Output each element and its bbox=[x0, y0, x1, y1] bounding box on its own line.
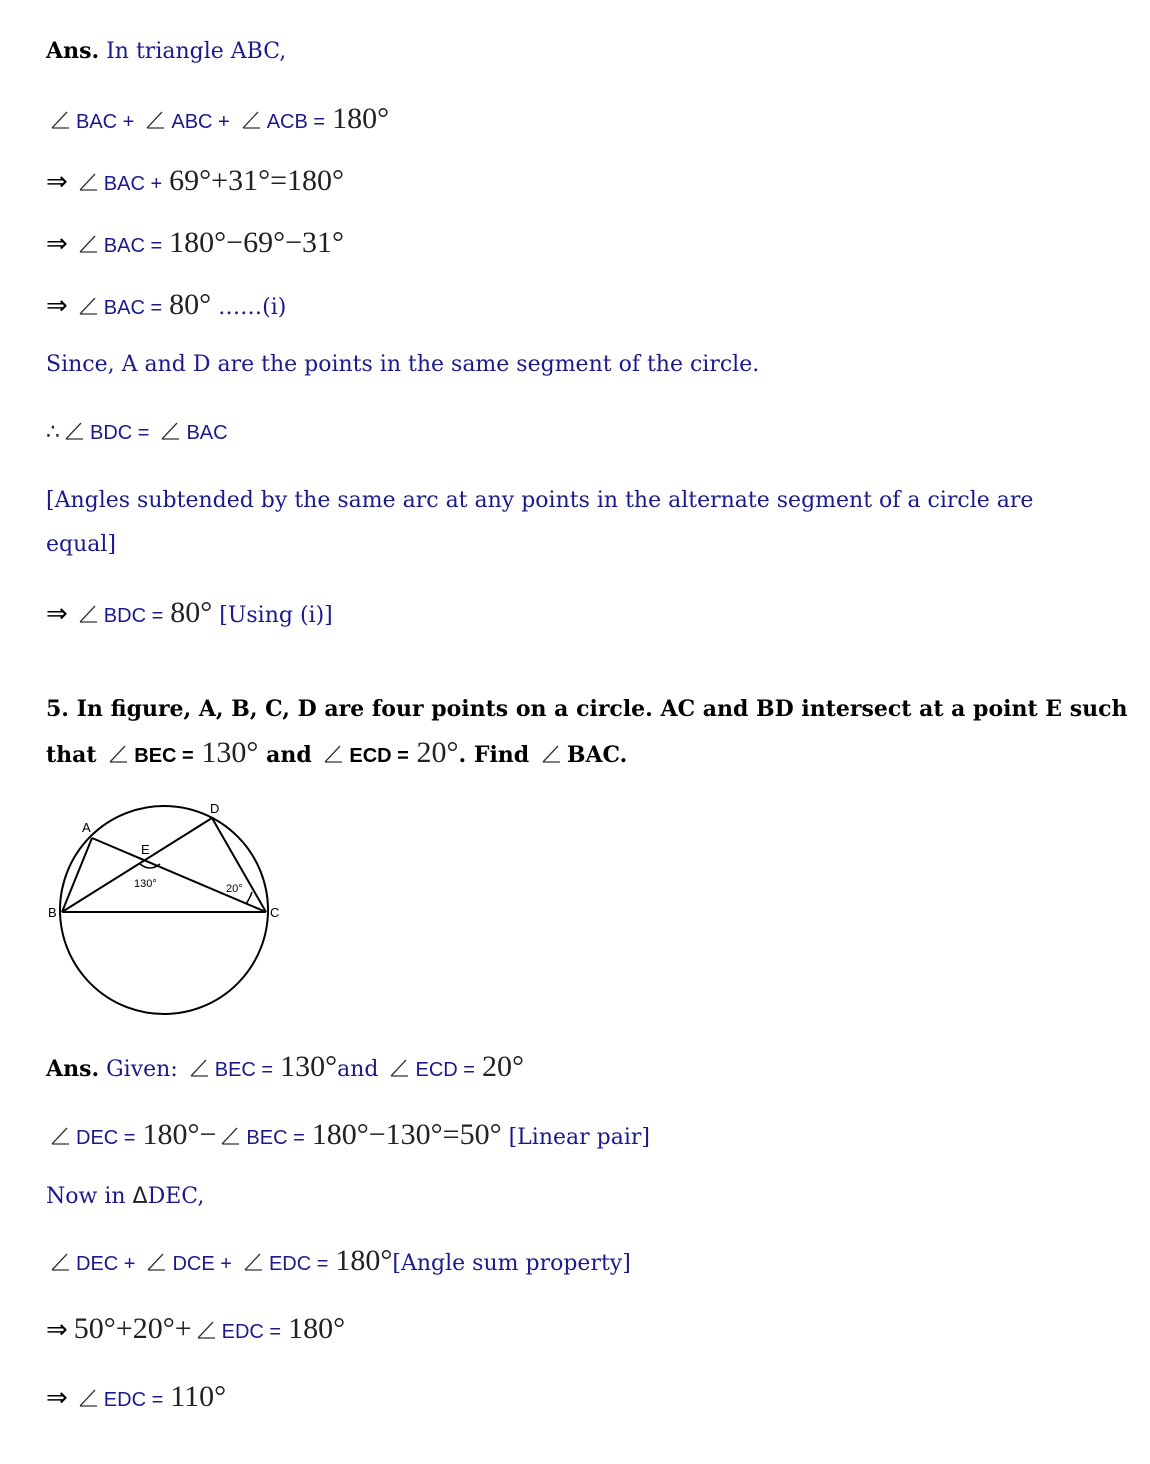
eq-math: 130° bbox=[201, 736, 259, 769]
question-text: that bbox=[46, 742, 97, 768]
reason-text: [Angles subtended by the same arc at any points in the alternate segment of a circle are bbox=[46, 488, 1034, 513]
label-c: C bbox=[270, 905, 280, 920]
equation-line bbox=[46, 1382, 226, 1415]
eq-term: ECD = bbox=[349, 745, 409, 767]
eq-tail: [Using (i)] bbox=[219, 603, 333, 628]
angle-icon bbox=[78, 296, 98, 316]
implies-icon: ⇒ bbox=[46, 1315, 68, 1345]
implies-icon: ⇒ bbox=[46, 229, 68, 259]
angle-icon bbox=[160, 421, 180, 441]
eq-term: BAC bbox=[186, 422, 228, 444]
eq-term: DEC = bbox=[76, 1127, 136, 1149]
equation-line bbox=[46, 1246, 631, 1279]
statement-text: DEC, bbox=[147, 1184, 205, 1209]
eq-math: 180°−130°=50° bbox=[311, 1118, 502, 1151]
angle-icon bbox=[389, 1058, 409, 1078]
given-label: Given: bbox=[106, 1057, 178, 1082]
angle-icon bbox=[78, 604, 98, 624]
eq-math: 80° bbox=[170, 596, 213, 629]
implies-icon: ⇒ bbox=[46, 291, 68, 321]
angle-icon bbox=[50, 1252, 70, 1272]
equation-line bbox=[46, 598, 333, 631]
equation-line bbox=[46, 1120, 650, 1153]
label-angle-130: 130° bbox=[134, 878, 157, 890]
circle bbox=[60, 806, 268, 1014]
eq-math: 180°−69°−31° bbox=[169, 226, 344, 259]
angle-icon bbox=[323, 744, 343, 764]
implies-icon: ⇒ bbox=[46, 1383, 68, 1413]
angle-icon bbox=[50, 1126, 70, 1146]
angle-icon bbox=[78, 172, 98, 192]
eq-term: and bbox=[337, 1057, 379, 1082]
angle-icon bbox=[220, 1126, 240, 1146]
eq-math: 20° bbox=[416, 736, 459, 769]
angle-arc-ecd bbox=[246, 892, 252, 904]
eq-math: 180°− bbox=[142, 1118, 217, 1151]
angle-icon bbox=[541, 744, 561, 764]
eq-term: BAC = bbox=[103, 235, 163, 257]
eq-term: BEC = bbox=[246, 1127, 305, 1149]
label-angle-20: 20° bbox=[226, 883, 243, 895]
implies-icon: ⇒ bbox=[46, 599, 68, 629]
eq-term: BEC = bbox=[134, 745, 194, 767]
label-e: E bbox=[141, 842, 150, 857]
angle-icon bbox=[243, 1252, 263, 1272]
eq-term: BAC + bbox=[76, 111, 135, 133]
eq-math: 180° bbox=[332, 102, 390, 135]
equation-line bbox=[46, 228, 344, 261]
eq-term: BEC = bbox=[214, 1059, 274, 1081]
eq-math: 180° bbox=[335, 1244, 393, 1277]
angle-icon bbox=[196, 1320, 216, 1340]
eq-term: DCE + bbox=[172, 1253, 232, 1275]
eq-math: 69°+31°=180° bbox=[169, 164, 344, 197]
statement: Since, A and D are the points in the same segment of the circle. bbox=[46, 352, 760, 377]
question-line bbox=[46, 738, 627, 771]
question-text: and bbox=[266, 742, 312, 768]
equation-line bbox=[46, 418, 228, 448]
eq-math: 110° bbox=[170, 1380, 227, 1413]
statement-text: Now in bbox=[46, 1184, 126, 1209]
angle-icon bbox=[78, 234, 98, 254]
chord-ac bbox=[92, 838, 266, 912]
circle-figure bbox=[40, 796, 290, 1026]
eq-tail: ……(i) bbox=[218, 295, 287, 320]
angle-icon bbox=[241, 110, 261, 130]
implies-icon: ⇒ bbox=[46, 167, 68, 197]
eq-math: 180° bbox=[288, 1312, 346, 1345]
equation-line bbox=[46, 1052, 524, 1085]
question-text: . Find bbox=[458, 742, 530, 768]
eq-math: 20° bbox=[481, 1050, 524, 1083]
eq-math: 130° bbox=[280, 1050, 338, 1083]
question-text: In figure, A, B, C, D are four points on a circle. AC and BD intersect at a point E such bbox=[76, 696, 1128, 722]
eq-math: 50°+20°+ bbox=[73, 1312, 192, 1345]
angle-icon bbox=[50, 110, 70, 130]
angle-icon bbox=[64, 421, 84, 441]
answer-label: Ans. bbox=[46, 38, 100, 64]
question-text: BAC. bbox=[566, 742, 628, 768]
label-a: A bbox=[82, 820, 91, 835]
answer-label: Ans. bbox=[46, 1056, 100, 1082]
reason-text: equal] bbox=[46, 532, 117, 557]
eq-term: EDC = bbox=[221, 1321, 282, 1343]
eq-term: BAC = bbox=[103, 297, 163, 319]
question-line bbox=[46, 694, 1127, 724]
equation-line bbox=[46, 1314, 345, 1347]
eq-term: BDC = bbox=[103, 605, 164, 627]
eq-term: ABC + bbox=[171, 111, 230, 133]
answer-intro-line bbox=[46, 36, 286, 67]
eq-term: ECD = bbox=[415, 1059, 475, 1081]
eq-term: ACB = bbox=[266, 111, 326, 133]
question-number: 5. bbox=[46, 696, 69, 722]
eq-math: 80° bbox=[169, 288, 212, 321]
angle-icon bbox=[189, 1058, 209, 1078]
angle-icon bbox=[78, 1388, 98, 1408]
eq-term: DEC + bbox=[76, 1253, 136, 1275]
answer-intro: In triangle ABC, bbox=[106, 39, 287, 64]
eq-term: EDC = bbox=[103, 1389, 164, 1411]
therefore-icon: ∴ bbox=[46, 420, 60, 445]
label-d: D bbox=[210, 801, 220, 816]
angle-icon bbox=[146, 1252, 166, 1272]
label-b: B bbox=[48, 905, 57, 920]
equation-line bbox=[46, 104, 389, 137]
eq-tail: [Angle sum property] bbox=[392, 1251, 631, 1276]
angle-icon bbox=[108, 744, 128, 764]
eq-tail: [Linear pair] bbox=[508, 1125, 650, 1150]
statement-line bbox=[46, 1182, 204, 1212]
angle-icon bbox=[145, 110, 165, 130]
eq-term: EDC = bbox=[268, 1253, 329, 1275]
equation-line bbox=[46, 290, 286, 323]
eq-term: BAC + bbox=[103, 173, 163, 195]
eq-term: BDC = bbox=[90, 422, 150, 444]
equation-line bbox=[46, 166, 344, 199]
triangle-icon: Δ bbox=[132, 1184, 148, 1209]
